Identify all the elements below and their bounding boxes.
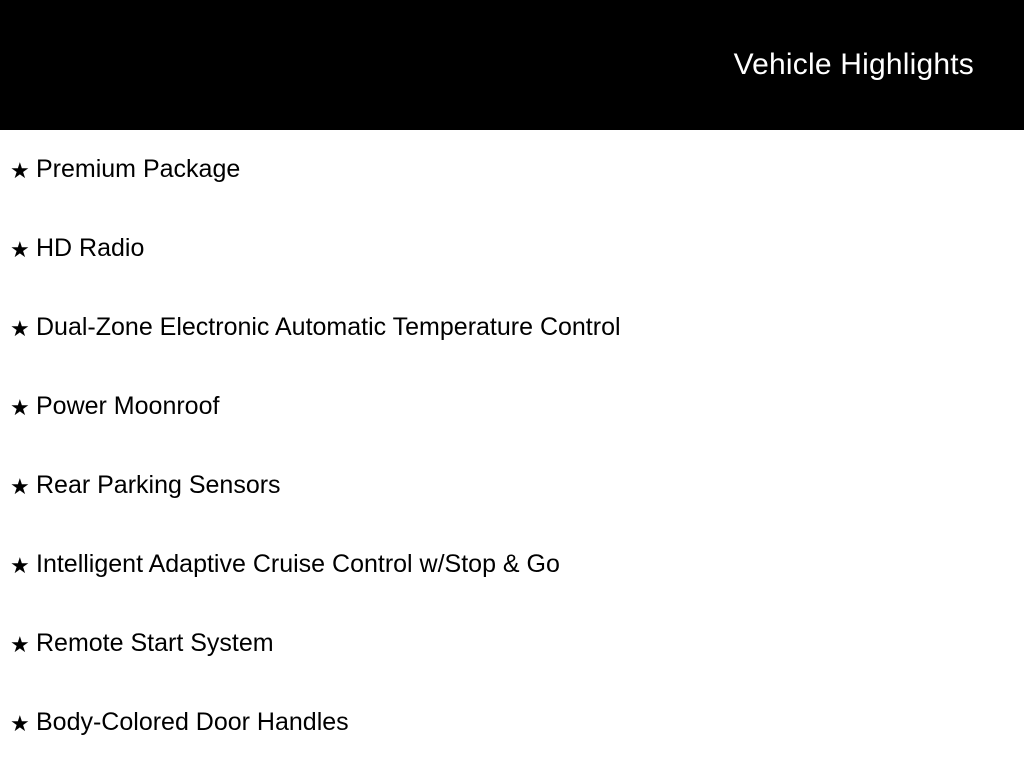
highlight-label: Body-Colored Door Handles	[36, 708, 349, 736]
list-item	[0, 231, 1024, 310]
list-item	[0, 705, 1024, 784]
star-icon: ★	[10, 237, 30, 262]
list-item	[0, 468, 1024, 547]
highlight-label: Power Moonroof	[36, 392, 220, 420]
highlight-label: HD Radio	[36, 234, 145, 262]
header-bar	[0, 0, 1024, 130]
list-item	[0, 547, 1024, 626]
highlight-label: Rear Parking Sensors	[36, 471, 281, 499]
page-title: Vehicle Highlights	[733, 48, 974, 81]
highlight-label: Remote Start System	[36, 629, 274, 657]
star-icon: ★	[10, 316, 30, 341]
list-item	[0, 389, 1024, 468]
list-item	[0, 152, 1024, 231]
star-icon: ★	[10, 158, 30, 183]
star-icon: ★	[10, 395, 30, 420]
highlight-label: Premium Package	[36, 155, 241, 183]
star-icon: ★	[10, 632, 30, 657]
list-item	[0, 626, 1024, 705]
highlight-label: Dual-Zone Electronic Automatic Temperature Control	[36, 313, 621, 341]
star-icon: ★	[10, 553, 30, 578]
highlight-label: Intelligent Adaptive Cruise Control w/Stop & Go	[36, 550, 560, 578]
list-item	[0, 310, 1024, 389]
vehicle-highlights-list	[0, 130, 1024, 784]
star-icon: ★	[10, 711, 30, 736]
star-icon: ★	[10, 474, 30, 499]
